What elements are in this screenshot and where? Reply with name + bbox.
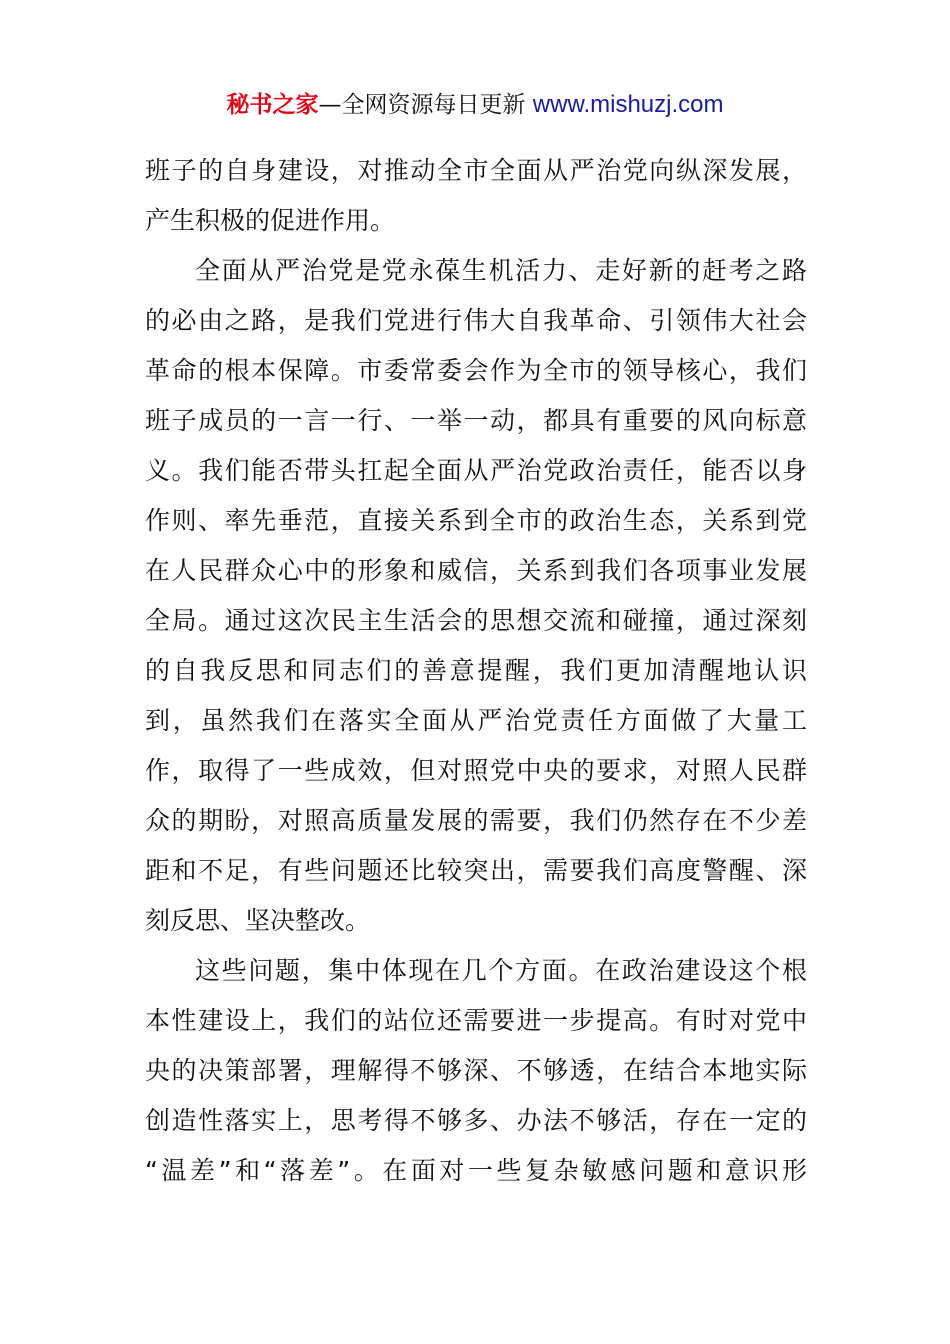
text-line: 革命的根本保障。市委常委会作为全市的领导核心，我们 xyxy=(145,356,807,385)
text-line: 作，取得了一些成效，但对照党中央的要求，对照人民群 xyxy=(145,756,807,785)
text-line: 全面从严治党是党永葆生机活力、走好新的赶考之路 xyxy=(195,256,807,285)
text-line: 本性建设上，我们的站位还需要进一步提高。有时对党中 xyxy=(145,1006,807,1035)
text-line: 央的决策部署，理解得不够深、不够透，在结合本地实际 xyxy=(145,1056,807,1085)
brand-name: 秘书之家 xyxy=(226,92,319,118)
text-line: 到，虽然我们在落实全面从严治党责任方面做了大量工 xyxy=(145,706,807,735)
document-body xyxy=(145,146,807,1196)
text-line: “温差”和“落差”。在面对一些复杂敏感问题和意识形 xyxy=(145,1156,807,1185)
text-line: 产生积极的促进作用。 xyxy=(145,206,396,235)
text-line: 距和不足，有些问题还比较突出，需要我们高度警醒、深 xyxy=(145,856,807,885)
text-line: 刻反思、坚决整改。 xyxy=(145,906,371,935)
page-header xyxy=(0,86,950,124)
text-line: 全局。通过这次民主生活会的思想交流和碰撞，通过深刻 xyxy=(145,606,807,635)
header-tagline: —全网资源每日更新 xyxy=(318,92,533,118)
text-line: 义。我们能否带头扛起全面从严治党政治责任，能否以身 xyxy=(145,456,807,485)
text-line: 创造性落实上，思考得不够多、办法不够活，存在一定的 xyxy=(145,1106,807,1135)
text-line: 在人民群众心中的形象和威信，关系到我们各项事业发展 xyxy=(145,556,807,585)
site-url[interactable]: www.mishuzj.com xyxy=(532,91,724,118)
text-line: 班子成员的一言一行、一举一动，都具有重要的风向标意 xyxy=(145,406,807,435)
text-line: 班子的自身建设，对推动全市全面从严治党向纵深发展， xyxy=(145,156,807,185)
text-line: 众的期盼，对照高质量发展的需要，我们仍然存在不少差 xyxy=(145,806,807,835)
text-line: 的自我反思和同志们的善意提醒，我们更加清醒地认识 xyxy=(145,656,807,685)
text-line: 的必由之路，是我们党进行伟大自我革命、引领伟大社会 xyxy=(145,306,807,335)
text-line: 作则、率先垂范，直接关系到全市的政治生态，关系到党 xyxy=(145,506,807,535)
text-line: 这些问题，集中体现在几个方面。在政治建设这个根 xyxy=(195,956,807,985)
